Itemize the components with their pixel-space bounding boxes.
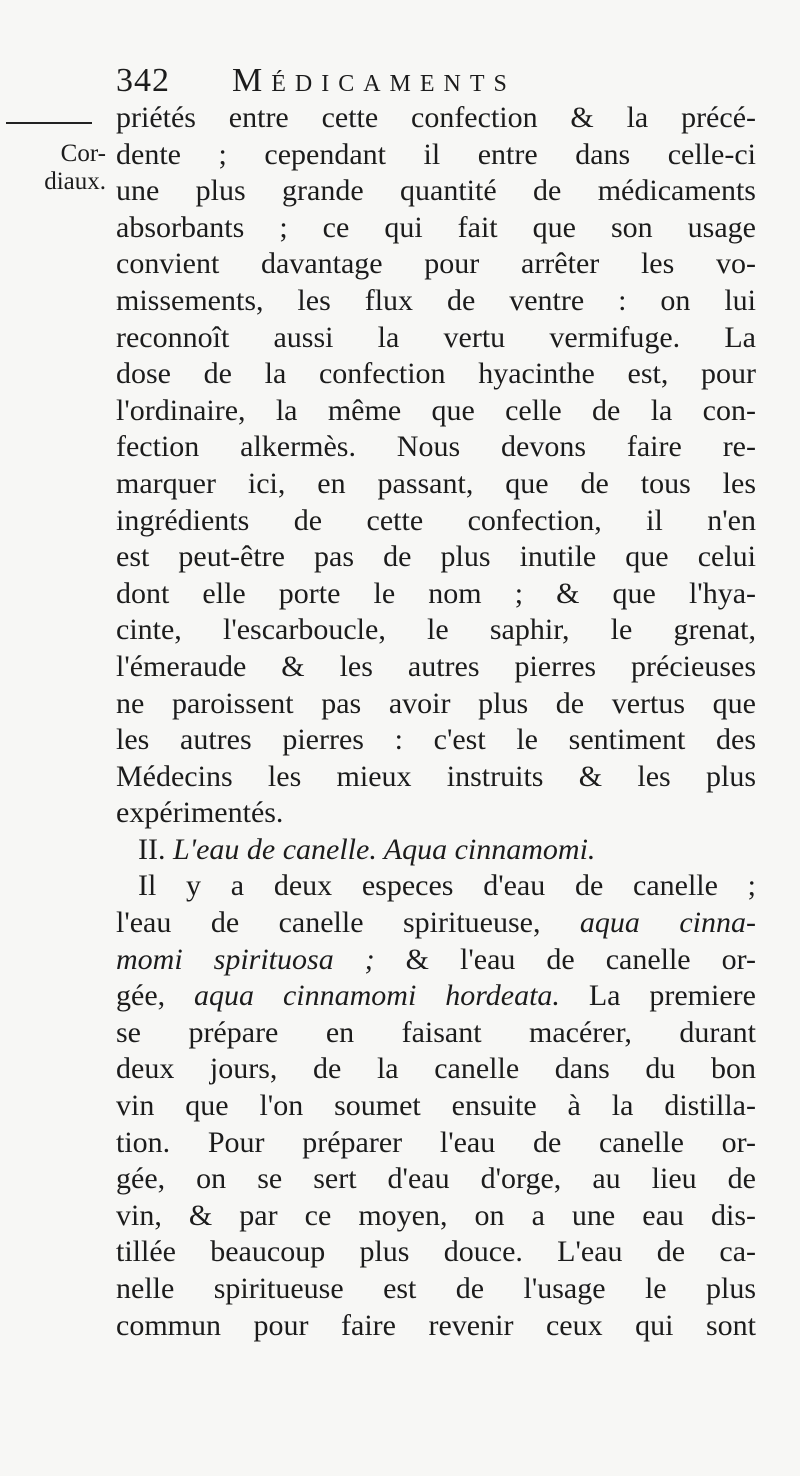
body-text bbox=[116, 100, 756, 1344]
text-run: commun pour faire revenir ceux qui sont bbox=[116, 1308, 756, 1342]
italic-text: aqua cinnamomi hordeata. bbox=[194, 979, 560, 1013]
text-line bbox=[116, 722, 756, 759]
text-run: marquer ici, en passant, que de tous les bbox=[116, 466, 756, 500]
text-run: gée, bbox=[116, 979, 195, 1013]
text-line bbox=[116, 356, 756, 393]
text-line bbox=[116, 1271, 756, 1308]
text-line bbox=[116, 1015, 756, 1052]
text-run: Il y a deux especes d'eau de canelle ; bbox=[138, 869, 756, 903]
text-run: & l'eau de canelle or- bbox=[374, 942, 756, 976]
text-run: est peut-être pas de plus inutile que celui bbox=[116, 540, 756, 574]
text-line bbox=[116, 210, 756, 247]
text-run: convient davantage pour arrêter les vo- bbox=[116, 247, 756, 281]
text-run: l'émeraude & les autres pierres précieuses bbox=[116, 649, 756, 683]
text-line bbox=[116, 942, 756, 979]
text-line bbox=[116, 1234, 756, 1271]
text-run: expérimentés. bbox=[116, 796, 284, 830]
text-line bbox=[116, 832, 756, 869]
text-line bbox=[116, 868, 756, 905]
text-line bbox=[116, 100, 756, 137]
text-run: reconnoît aussi la vertu vermifuge. La bbox=[116, 320, 756, 354]
text-line bbox=[116, 393, 756, 430]
text-line bbox=[116, 905, 756, 942]
text-line bbox=[116, 1198, 756, 1235]
margin-note-line: Cor- bbox=[60, 140, 106, 167]
text-run: ingrédients de cette confection, il n'en bbox=[116, 503, 756, 537]
text-line bbox=[116, 612, 756, 649]
text-run: priétés entre cette confection & la précé- bbox=[116, 101, 756, 134]
text-line bbox=[116, 173, 756, 210]
text-line bbox=[116, 576, 756, 613]
text-line bbox=[116, 283, 756, 320]
text-run: dente ; cependant il entre dans celle-ci bbox=[116, 137, 756, 171]
text-run: tion. Pour préparer l'eau de canelle or- bbox=[116, 1125, 756, 1159]
text-line bbox=[116, 686, 756, 723]
text-line bbox=[116, 539, 756, 576]
text-run: se prépare en faisant macérer, durant bbox=[116, 1015, 756, 1049]
text-line bbox=[116, 1308, 756, 1345]
margin-rule bbox=[6, 122, 92, 124]
text-line bbox=[116, 1051, 756, 1088]
text-line bbox=[116, 1125, 756, 1162]
text-run: La premiere bbox=[559, 979, 756, 1013]
italic-text: L'eau de canelle. Aqua cinnamomi. bbox=[172, 832, 596, 866]
text-line bbox=[116, 466, 756, 503]
text-run: dont elle porte le nom ; & que l'hya- bbox=[116, 576, 756, 610]
margin-note-line: diaux. bbox=[44, 168, 106, 195]
text-run: dose de la confection hyacinthe est, pour bbox=[116, 357, 756, 391]
page-number: 342 bbox=[116, 62, 170, 99]
text-line bbox=[116, 759, 756, 796]
text-run: deux jours, de la canelle dans du bon bbox=[116, 1052, 756, 1086]
page-header bbox=[116, 62, 756, 102]
text-run: nelle spiritueuse est de l'usage le plus bbox=[116, 1272, 756, 1305]
text-run: une plus grande quantité de médicaments bbox=[116, 174, 756, 208]
text-run: absorbants ; ce qui fait que son usage bbox=[116, 210, 756, 244]
text-run: Médecins les mieux instruits & les plus bbox=[116, 759, 756, 793]
text-line bbox=[116, 320, 756, 357]
text-run: cinte, l'escarboucle, le saphir, le grenat, bbox=[116, 613, 756, 647]
text-line bbox=[116, 1088, 756, 1125]
text-line bbox=[116, 246, 756, 283]
text-run: tillée beaucoup plus douce. L'eau de ca- bbox=[116, 1235, 756, 1269]
text-run: l'eau de canelle spiritueuse, bbox=[116, 906, 580, 940]
text-run: vin, & par ce moyen, on a une eau dis- bbox=[116, 1198, 756, 1232]
italic-text: momi spirituosa ; bbox=[116, 942, 375, 976]
text-run: missements, les flux de ventre : on lui bbox=[116, 283, 756, 317]
text-run: fection alkermès. Nous devons faire re- bbox=[116, 430, 756, 464]
text-line bbox=[116, 137, 756, 174]
text-line bbox=[116, 503, 756, 540]
text-line bbox=[116, 795, 756, 832]
text-line bbox=[116, 649, 756, 686]
margin-note bbox=[2, 140, 106, 196]
text-run: l'ordinaire, la même que celle de la con- bbox=[116, 393, 756, 427]
text-line bbox=[116, 978, 756, 1015]
text-line bbox=[116, 1161, 756, 1198]
text-run: gée, on se sert d'eau d'orge, au lieu de bbox=[116, 1162, 756, 1196]
text-run: les autres pierres : c'est le sentiment des bbox=[116, 723, 756, 757]
text-run: vin que l'on soumet ensuite à la distilla- bbox=[116, 1089, 756, 1123]
running-title: Médicaments bbox=[232, 62, 516, 99]
text-run: ne paroissent pas avoir plus de vertus que bbox=[116, 686, 756, 720]
italic-text: aqua cinna- bbox=[579, 906, 756, 940]
text-line bbox=[116, 429, 756, 466]
text-run: II. bbox=[138, 832, 173, 866]
